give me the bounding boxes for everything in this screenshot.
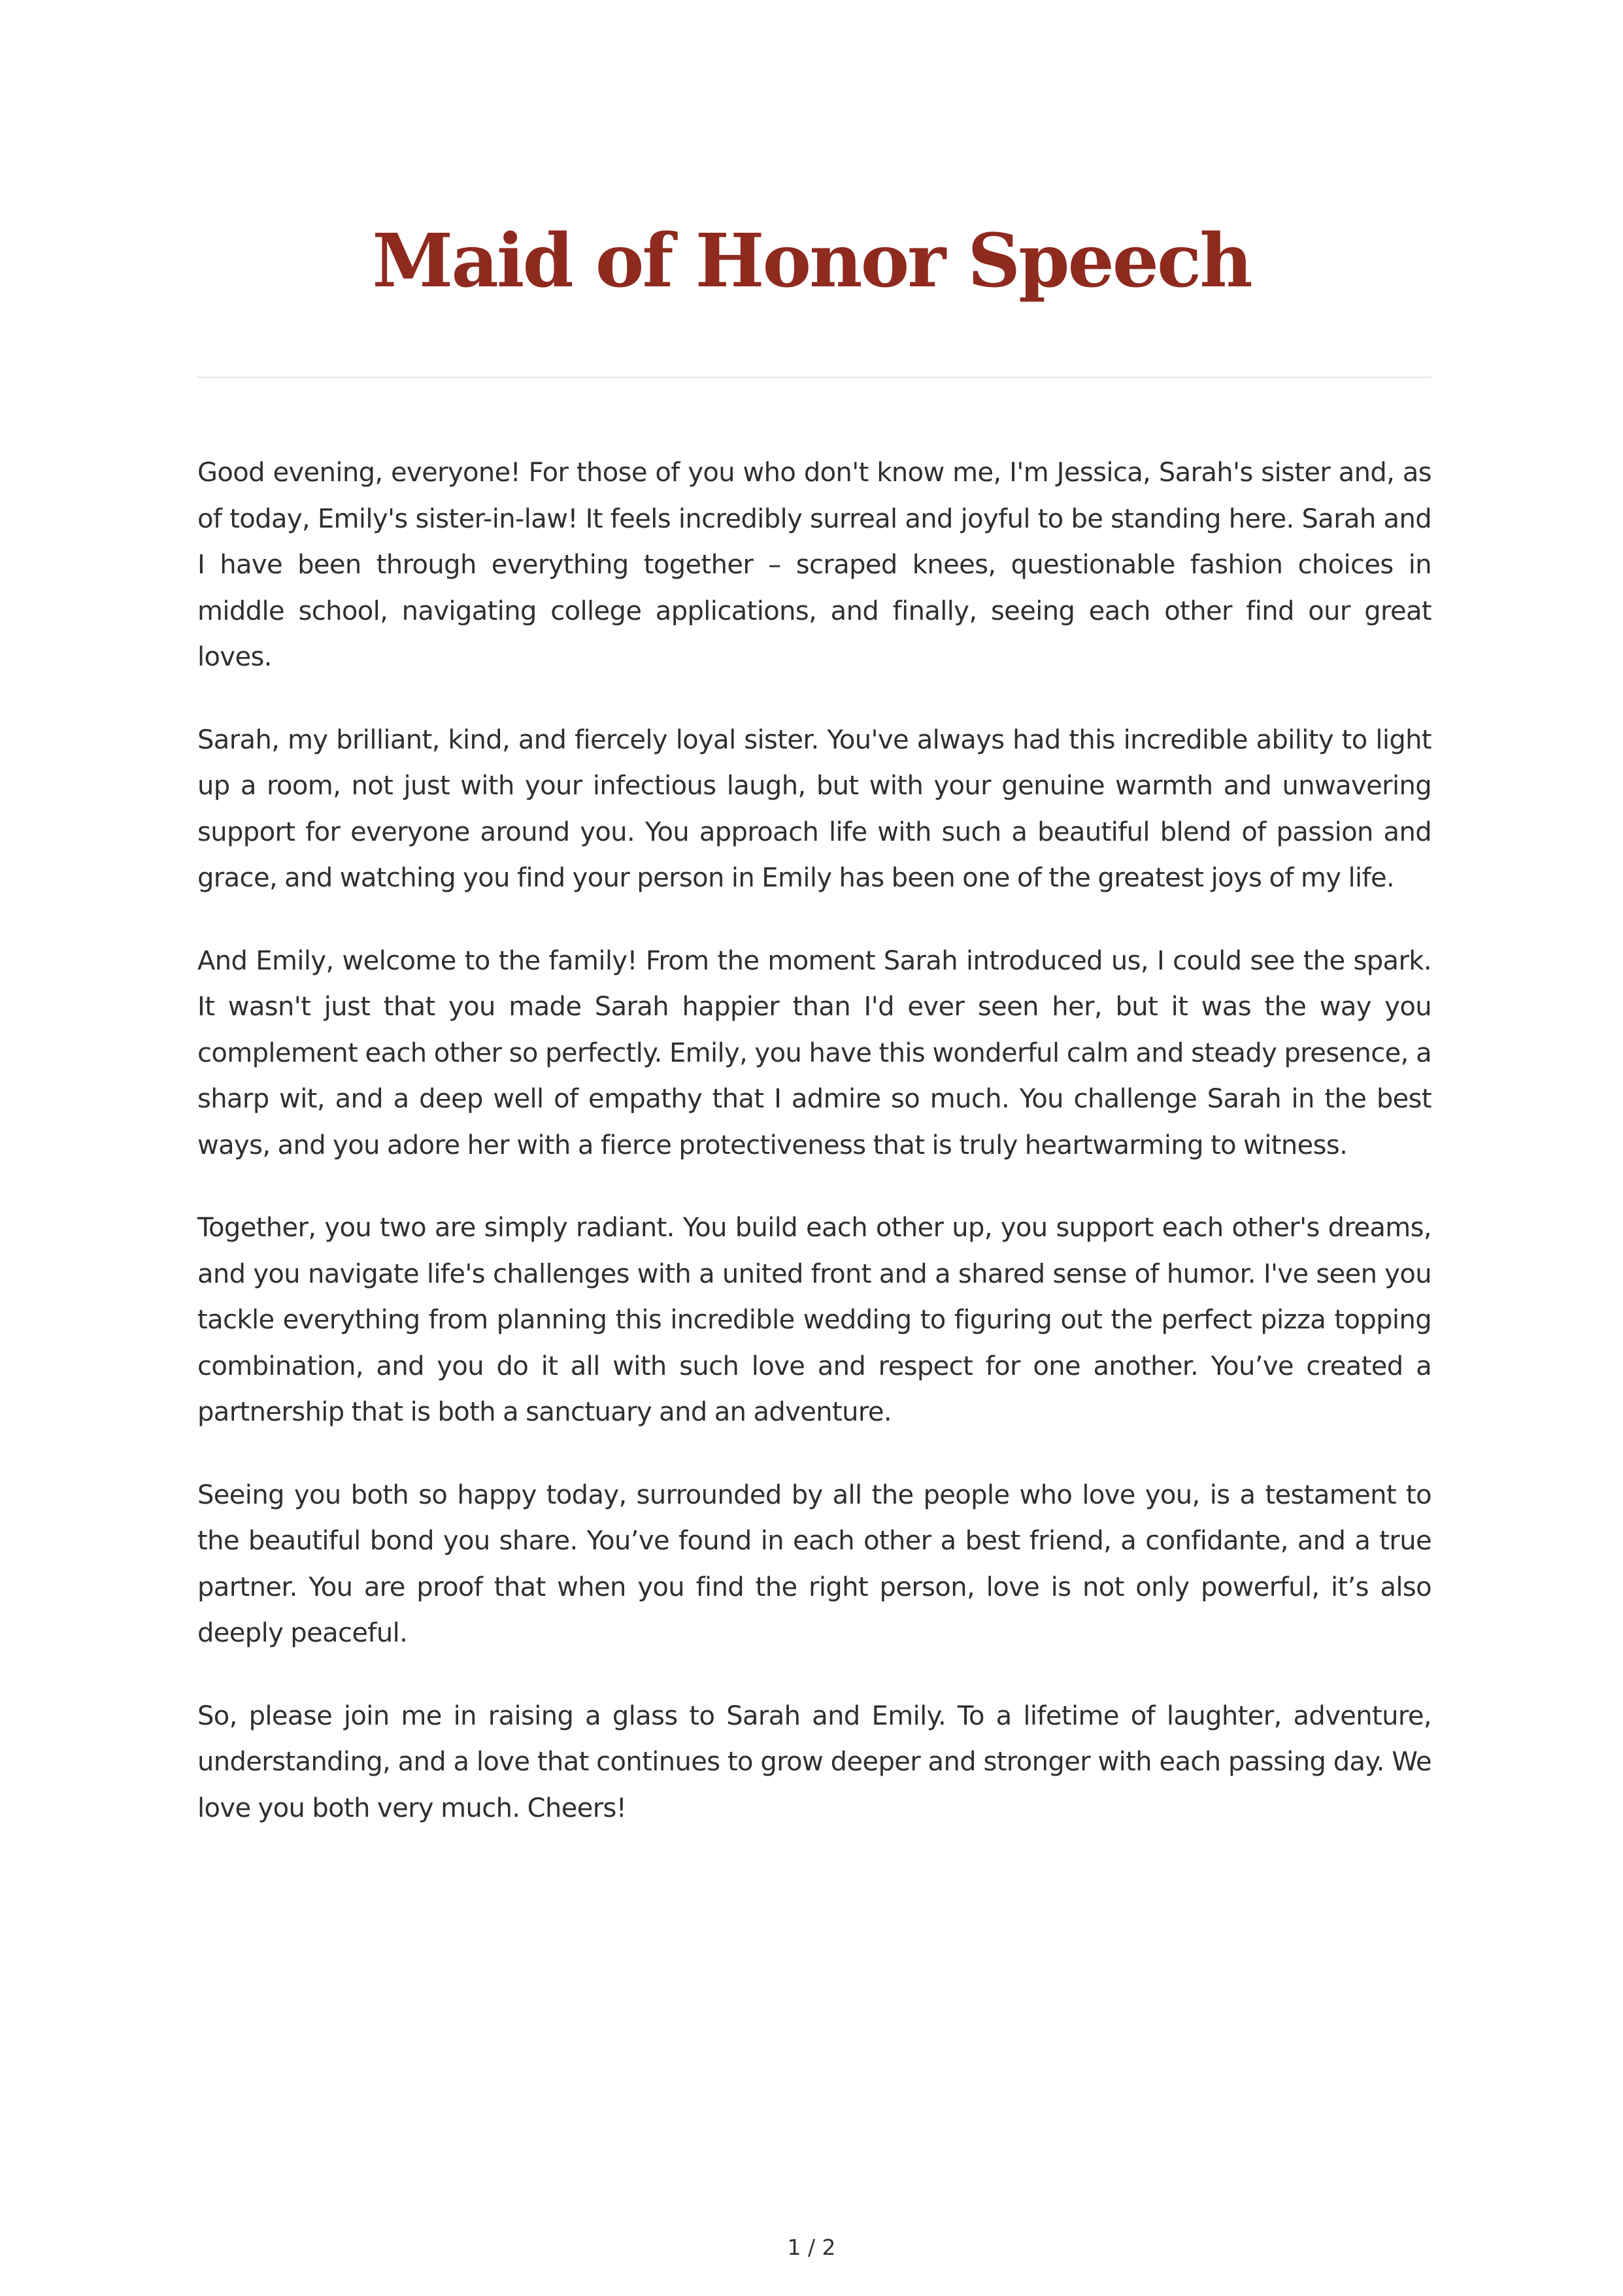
paragraph-2: Sarah, my brilliant, kind, and fiercely loyal sister. You've always had this incredible ability to light up a room, not just with your infectious laugh, but with your genuine warmth and unwavering support for everyone around you. You approach life with such a beautiful blend of passion and grace, and watching you find your person in Emily has been one of the greatest joys of my life. [197, 724, 1431, 893]
paragraph-6: So, please join me in raising a glass to Sarah and Emily. To a lifetime of laughter, adventure, understanding, and a love that continues to grow deeper and stronger with each passing day. We love you both very much. Cheers! [197, 1700, 1431, 1823]
title-divider [197, 377, 1431, 378]
speech-body [197, 450, 1431, 1868]
paragraph-4: Together, you two are simply radiant. You build each other up, you support each other's dreams, and you navigate life's challenges with a united front and a shared sense of humor. I've seen you tackle everything from planning this incredible wedding to figuring out the perfect pizza topping combination, and you do it all with such love and respect for one another. You’ve created a partnership that is both a sanctuary and an adventure. [197, 1213, 1431, 1427]
page-title: Maid of Honor Speech [372, 218, 1251, 304]
page-number: 1 / 2 [787, 2235, 836, 2260]
paragraph-3: And Emily, welcome to the family! From the moment Sarah introduced us, I could see the spark. It wasn't just that you made Sarah happier than I'd ever seen her, but it was the way you complement each other so perfectly. Emily, you have this wonderful calm and steady presence, a sharp wit, and a deep well of empathy that I admire so much. You challenge Sarah in the best ways, and you adore her with a fierce protectiveness that is truly heartwarming to witness. [197, 945, 1431, 1160]
paragraph-5: Seeing you both so happy today, surrounded by all the people who love you, is a testament to the beautiful bond you share. You’ve found in each other a best friend, a confidante, and a true partner. You are proof that when you find the right person, love is not only powerful, it’s also deeply peaceful. [197, 1479, 1431, 1648]
paragraph-1: Good evening, everyone! For those of you who don't know me, I'm Jessica, Sarah's sister and, as of today, Emily's sister-in-law! It feels incredibly surreal and joyful to be standing here. Sarah and I have been through everything together – scraped knees, questionable fashion choices in middle school, navigating college applications, and finally, seeing each other find our great loves. [197, 458, 1431, 672]
